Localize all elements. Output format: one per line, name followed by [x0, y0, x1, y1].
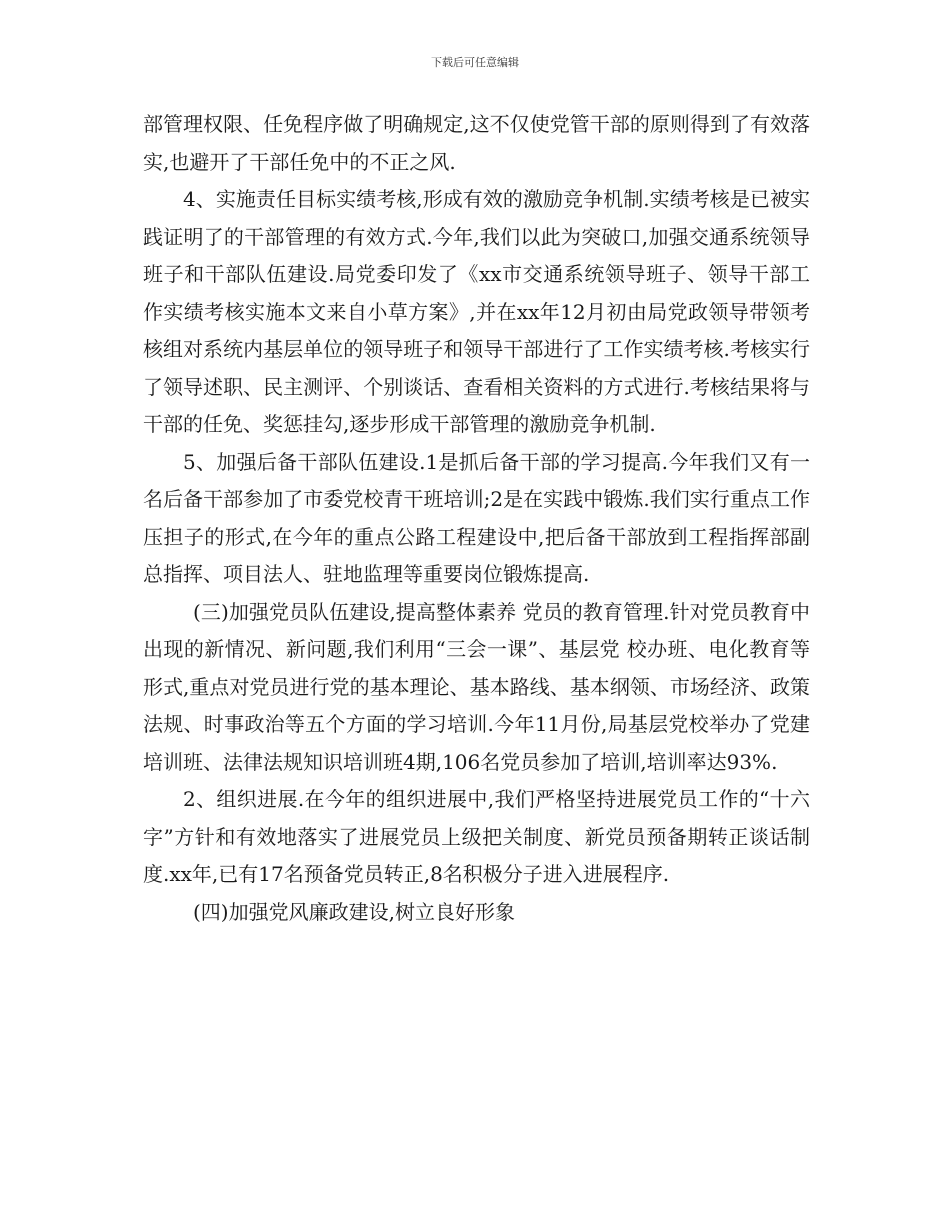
paragraph-item-2: 2、组织进展.在今年的组织进展中,我们严格坚持进展党员工作的“十六字”方针和有效地落实了进展党员上级把关制度、新党员预备期转正谈话制度.xx年,已有17名预备党员转正,8名积极分子进入进展程序. [143, 787, 810, 886]
document-body [143, 106, 810, 931]
page-header: 下载后可任意编辑 [431, 56, 519, 69]
paragraph-section-3: (三)加强党员队伍建设,提高整体素养 党员的教育管理.针对党员教育中出现的新情况、新问题,我们利用“三会一课”、基层党 校办班、电化教育等形式,重点对党员进行党的基本理论、基本路线、基本纲领、市场经济、政策法规、时事政治等五个方面的学习培训.今年11月份,局基层党校举办了党建培训班、法律法规知识培训班4期,106名党员参加了培训,培训率达93%. [143, 599, 810, 774]
paragraph-section-4-heading: (四)加强党风廉政建设,树立良好形象 [193, 899, 515, 924]
paragraph-continuation: 部管理权限、任免程序做了明确规定,这不仅使党管干部的原则得到了有效落实,也避开了干部任免中的不正之风. [143, 112, 810, 174]
paragraph-item-4: 4、实施责任目标实绩考核,形成有效的激励竞争机制.实绩考核是已被实践证明了的干部管理的有效方式.今年,我们以此为突破口,加强交通系统领导班子和干部队伍建设.局党委印发了《xx市交通系统领导班子、领导干部工作实绩考核实施本文来自小草方案》,并在xx年12月初由局党政领导带领考核组对系统内基层单位的领导班子和领导干部进行了工作实绩考核.考核实行了领导述职、民主测评、个别谈话、查看相关资料的方式进行.考核结果将与干部的任免、奖惩挂勾,逐步形成干部管理的激励竞争机制. [143, 187, 810, 436]
paragraph-item-5: 5、加强后备干部队伍建设.1是抓后备干部的学习提高.今年我们又有一名后备干部参加了市委党校青干班培训;2是在实践中锻炼.我们实行重点工作压担子的形式,在今年的重点公路工程建设中,把后备干部放到工程指挥部副总指挥、项目法人、驻地监理等重要岗位锻炼提高. [143, 449, 810, 586]
